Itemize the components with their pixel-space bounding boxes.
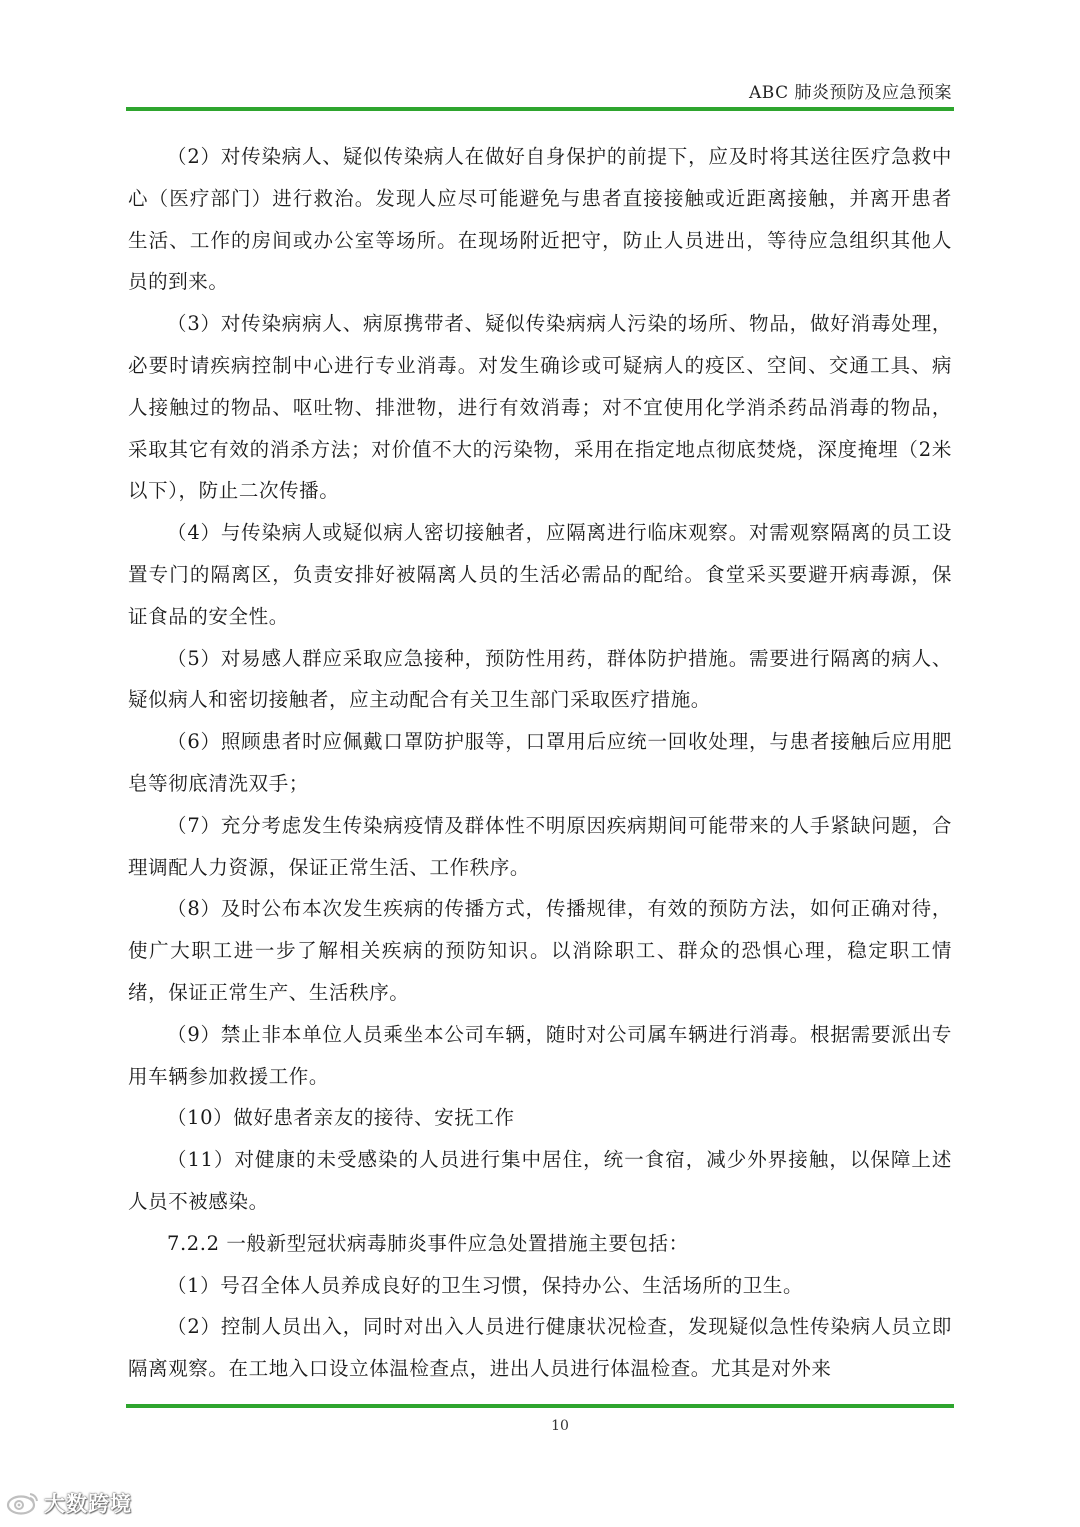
paragraph-9-vehicles: （9）禁止非本单位人员乘坐本公司车辆，随时对公司属车辆进行消毒。根据需要派出专用车辆参加救援工作。 bbox=[128, 1022, 952, 1088]
header-divider bbox=[126, 107, 954, 111]
paragraph-10-family-reception: （10）做好患者亲友的接待、安抚工作 bbox=[167, 1106, 515, 1130]
section-heading-7-2-2: 7.2.2 一般新型冠状病毒肺炎事件应急处置措施主要包括： bbox=[167, 1231, 689, 1255]
paragraph-5-vaccination: （5）对易感人群应采取应急接种，预防性用药，群体防护措施。需要进行隔离的病人、疑似病人和密切接触者，应主动配合有关卫生部门采取医疗措施。 bbox=[128, 646, 952, 712]
paragraph-8-public-info: （8）及时公布本次发生疾病的传播方式，传播规律，有效的预防方法，如何正确对待，使广大职工进一步了解相关疾病的预防知识。以消除职工、群众的恐惧心理，稳定职工情绪，保证正常生产、生活秩序。 bbox=[128, 897, 952, 1004]
paragraph-2-isolate-patients: （2）对传染病人、疑似传染病人在做好自身保护的前提下，应及时将其送往医疗急救中心（医疗部门）进行救治。发现人应尽可能避免与患者直接接触或近距离接触，并离开患者生活、工作的房间或办公室等场所。在现场附近把守，防止人员进出，等待应急组织其他人员的到来。 bbox=[128, 145, 952, 294]
document-header-title: ABC 肺炎预防及应急预案 bbox=[749, 83, 952, 103]
paragraph-4-close-contacts: （4）与传染病人或疑似病人密切接触者，应隔离进行临床观察。对需观察隔离的员工设置专门的隔离区，负责安排好被隔离人员的生活必需品的配给。食堂采买要避开病毒源，保证食品的安全性。 bbox=[128, 521, 952, 628]
page-number: 10 bbox=[551, 1418, 569, 1434]
weibo-eye-icon bbox=[6, 1491, 40, 1515]
watermark-text: 大数跨境 bbox=[44, 1492, 132, 1516]
watermark bbox=[6, 1488, 132, 1518]
paragraph-11-centralized-housing: （11）对健康的未受感染的人员进行集中居住，统一食宿，减少外界接触，以保障上述人员不被感染。 bbox=[128, 1148, 952, 1213]
paragraph-3-disinfection: （3）对传染病病人、病原携带者、疑似传染病病人污染的场所、物品，做好消毒处理，必要时请疾病控制中心进行专业消毒。对发生确诊或可疑病人的疫区、空间、交通工具、病人接触过的物品、呕吐物、排泄物，进行有效消毒；对不宜使用化学消杀药品消毒的物品，采取其它有效的消杀方法；对价值不大的污染物，采用在指定地点彻底焚烧，深度掩埋（2米以下），防止二次传播。 bbox=[128, 312, 952, 503]
paragraph-2-entry-control: （2）控制人员出入，同时对出入人员进行健康状况检查，发现疑似急性传染病人员立即隔离观察。在工地入口设立体温检查点，进出人员进行体温检查。尤其是对外来 bbox=[128, 1315, 952, 1381]
paragraph-7-staffing: （7）充分考虑发生传染病疫情及群体性不明原因疾病期间可能带来的人手紧缺问题，合理调配人力资源，保证正常生活、工作秩序。 bbox=[128, 813, 952, 879]
document-body bbox=[128, 136, 952, 1390]
paragraph-6-protective-gear: （6）照顾患者时应佩戴口罩防护服等，口罩用后应统一回收处理，与患者接触后应用肥皂等彻底清洗双手； bbox=[128, 730, 952, 795]
footer-divider bbox=[126, 1404, 954, 1408]
paragraph-1-hygiene: （1）号召全体人员养成良好的卫生习惯，保持办公、生活场所的卫生。 bbox=[167, 1273, 804, 1297]
